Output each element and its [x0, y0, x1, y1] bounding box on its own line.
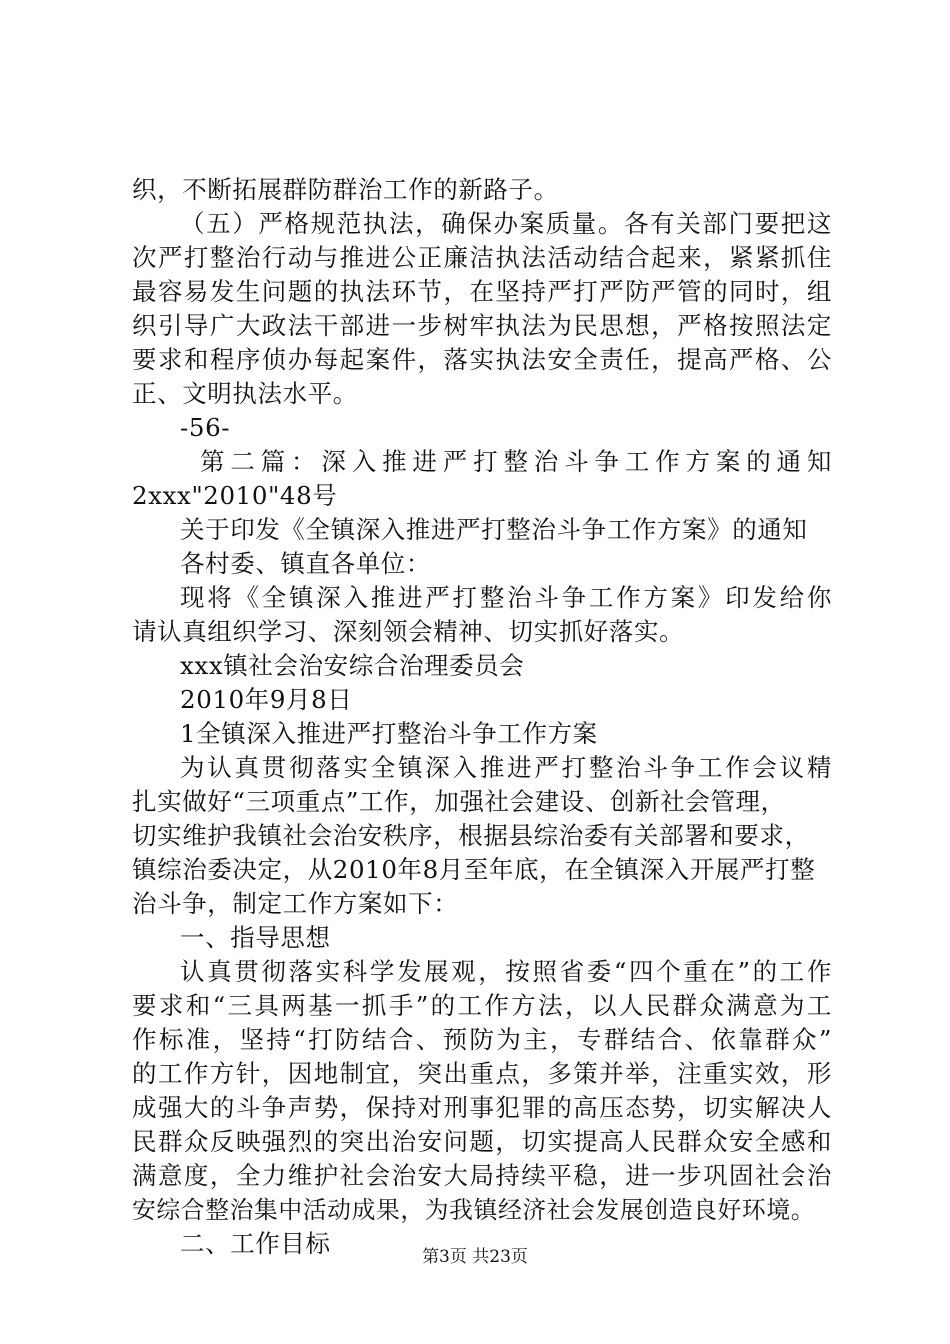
- text-line: 镇综治委决定，从2010年8月至年底，在全镇深入开展严打整: [132, 855, 816, 884]
- section-heading: 一、指导思想: [180, 923, 331, 952]
- page-footer: 第3页 共23页: [422, 1247, 528, 1267]
- text-line: 切实维护我镇社会治安秩序，根据县综治委有关部署和要求，: [132, 821, 810, 850]
- text-line: 最容易发生问题的执法环节，在坚持严打严防严管的同时，组: [132, 277, 832, 306]
- section-title: 第二篇：深入推进严打整治斗争工作方案的通知: [200, 447, 832, 476]
- text-line: （五）严格规范执法，确保办案质量。各有关部门要把这: [180, 209, 832, 238]
- text-line: 请认真组织学习、深刻领会精神、切实抓好落实。: [132, 617, 685, 646]
- section-heading: 二、工作目标: [180, 1229, 331, 1258]
- text-line: 民群众反映强烈的突出治安问题，切实提高人民群众安全感和: [132, 1127, 832, 1156]
- text-line: 现将《全镇深入推进严打整治斗争工作方案》印发给你: [180, 583, 832, 612]
- plan-title: 1全镇深入推进严打整治斗争工作方案: [180, 719, 598, 748]
- issue-date: 2010年9月8日: [180, 685, 353, 714]
- text-line: 次严打整治行动与推进公正廉洁执法活动结合起来，紧紧抓住: [132, 243, 832, 272]
- text-line: 治斗争，制定工作方案如下：: [132, 889, 459, 918]
- page-number-marker: -56-: [180, 413, 231, 442]
- text-line: 为认真贯彻落实全镇深入推进严打整治斗争工作会议精: [180, 753, 832, 782]
- text-line: 要求和“三具两基一抓手”的工作方法，以人民群众满意为工: [132, 991, 832, 1020]
- text-line: 安综合整治集中活动成果，为我镇经济社会发展创造良好环境。: [132, 1196, 816, 1224]
- text-line: 成强大的斗争声势，保持对刑事犯罪的高压态势，切实解决人: [132, 1093, 832, 1122]
- text-line: 满意度，全力维护社会治安大局持续平稳，进一步巩固社会治: [132, 1161, 832, 1190]
- notice-title: 关于印发《全镇深入推进严打整治斗争工作方案》的通知: [180, 515, 808, 544]
- text-line: 要求和程序侦办每起案件，落实执法安全责任，提高严格、公: [132, 345, 832, 374]
- document-number: 2xxx"2010"48号: [132, 481, 338, 510]
- text-line: 认真贯彻落实科学发展观，按照省委“四个重在”的工作: [180, 957, 832, 986]
- issuer: xxx镇社会治安综合治理委员会: [180, 651, 525, 680]
- text-line: 正、文明执法水平。: [132, 379, 358, 408]
- text-line: 织，不断拓展群防群治工作的新路子。: [132, 175, 559, 204]
- text-line: 织引导广大政法干部进一步树牢执法为民思想，严格按照法定: [132, 311, 832, 340]
- addressee: 各村委、镇直各单位：: [180, 549, 431, 578]
- text-line: 扎实做好“三项重点”工作，加强社会建设、创新社会管理，: [132, 787, 786, 816]
- text-line: 的工作方针，因地制宜，突出重点，多策并举，注重实效，形: [132, 1059, 832, 1088]
- text-line: 作标准，坚持“打防结合、预防为主，专群结合、依靠群众”: [132, 1025, 832, 1054]
